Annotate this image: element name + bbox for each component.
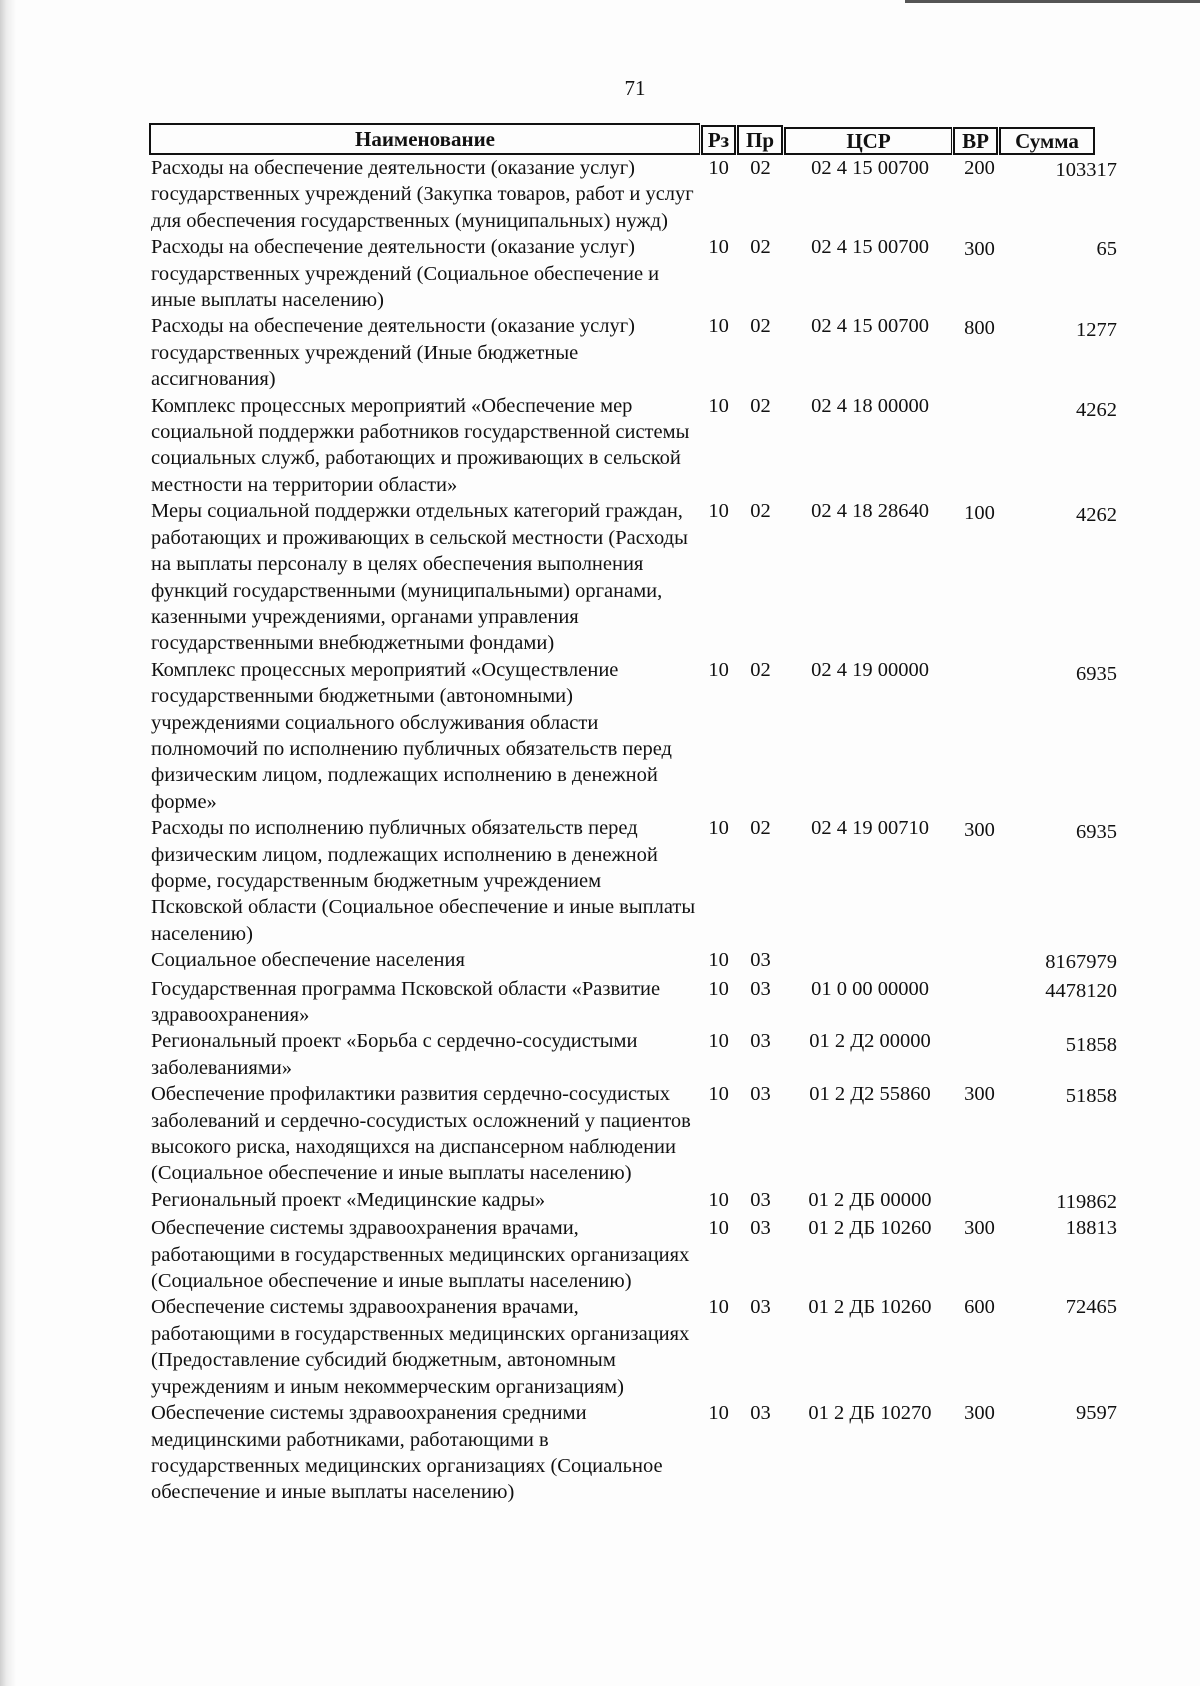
table-row xyxy=(149,313,1121,392)
row-rz: 10 xyxy=(708,236,729,259)
row-sum: 6935 xyxy=(1075,662,1117,685)
row-sum: 4262 xyxy=(1075,504,1117,527)
row-sum: 4262 xyxy=(1075,398,1117,421)
row-pr: 02 xyxy=(750,500,771,523)
row-pr: 02 xyxy=(750,157,771,179)
row-csr: 01 0 00 00000 xyxy=(811,977,929,1000)
row-rz: 10 xyxy=(708,1217,729,1240)
table-row xyxy=(149,498,1121,656)
row-csr: 02 4 19 00000 xyxy=(811,658,929,681)
table-row xyxy=(149,1081,1121,1187)
row-name: Комплекс процессных мероприятий «Обеспечение мер социальной поддержки работников государственной системы социальных служб, работающих и проживающих в сельской местности на территории области» xyxy=(151,394,690,496)
row-vr: 300 xyxy=(964,1217,995,1240)
row-vr: 600 xyxy=(964,1296,995,1319)
table-row xyxy=(149,393,1121,499)
row-name: Расходы на обеспечение деятельности (оказание услуг) государственных учреждений (Иные бюджетные ассигнования) xyxy=(151,315,635,391)
row-vr xyxy=(960,657,1000,815)
row-csr: 01 2 ДБ 00000 xyxy=(808,1188,932,1211)
row-rz: 10 xyxy=(708,1030,729,1053)
table-row xyxy=(149,947,1121,975)
row-rz: 10 xyxy=(708,817,729,840)
row-csr: 01 2 ДБ 10260 xyxy=(808,1296,932,1319)
row-sum: 119862 xyxy=(1056,1190,1117,1213)
row-pr: 02 xyxy=(750,394,771,417)
row-sum: 9597 xyxy=(1075,1402,1117,1425)
table-header xyxy=(149,123,1121,155)
top-rule-line xyxy=(905,0,1200,3)
row-sum: 72465 xyxy=(1065,1296,1117,1319)
row-rz: 10 xyxy=(708,949,729,972)
row-vr: 800 xyxy=(964,317,995,340)
row-csr: 02 4 18 28640 xyxy=(811,500,929,523)
header-csr: ЦСР xyxy=(784,127,952,155)
row-vr xyxy=(960,947,1000,975)
header-vr: ВР xyxy=(953,127,998,155)
row-csr: 02 4 15 00700 xyxy=(811,236,929,259)
row-csr: 01 2 Д2 00000 xyxy=(809,1030,931,1053)
row-csr: 01 2 Д2 55860 xyxy=(809,1083,931,1106)
row-pr: 03 xyxy=(750,1083,771,1106)
row-rz: 10 xyxy=(708,394,729,417)
row-name: Государственная программа Псковской области «Развитие здравоохранения» xyxy=(151,977,661,1026)
row-vr xyxy=(960,1187,1000,1215)
row-sum: 51858 xyxy=(1065,1034,1117,1057)
page-number: 71 xyxy=(624,76,646,100)
row-vr: 300 xyxy=(964,1083,995,1106)
row-pr: 03 xyxy=(750,1030,771,1053)
row-sum: 4478120 xyxy=(1045,979,1117,1002)
row-rz: 10 xyxy=(708,1188,729,1211)
row-name: Обеспечение системы здравоохранения врачами, работающими в государственных медицинских организациях (Социальное обеспечение и иные выплаты населению) xyxy=(151,1217,690,1293)
table-row xyxy=(149,1215,1121,1294)
row-rz: 10 xyxy=(708,500,729,523)
row-name: Меры социальной поддержки отдельных категорий граждан, работающих и проживающих в сельской местности (Расходы на выплаты персоналу в целях обеспечения выполнения функций государственными (муниципальными) органами, казенными учреждениями, органами управления государственными внебюджетными фондами) xyxy=(151,500,688,655)
row-pr: 03 xyxy=(750,1296,771,1319)
scan-edge-shadow xyxy=(0,0,16,1686)
table-row xyxy=(149,234,1121,313)
row-csr: 02 4 15 00700 xyxy=(811,157,929,179)
row-sum: 6935 xyxy=(1075,821,1117,844)
table-row xyxy=(149,815,1121,947)
row-csr: 02 4 18 00000 xyxy=(811,394,929,417)
table-row xyxy=(149,155,1121,234)
row-pr: 03 xyxy=(750,977,771,1000)
row-rz: 10 xyxy=(708,1083,729,1106)
row-rz: 10 xyxy=(708,1402,729,1425)
row-csr xyxy=(780,947,959,975)
row-name: Региональный проект «Борьба с сердечно-сосудистыми заболеваниями» xyxy=(151,1030,638,1079)
row-name: Комплекс процессных мероприятий «Осуществление государственными бюджетными (автономными) учреждениями социального обслуживания области полномочий по исполнению публичных обязательств перед физическим лицом, подлежащих исполнению в денежной форме» xyxy=(151,658,672,813)
row-pr: 02 xyxy=(750,658,771,681)
row-sum: 103317 xyxy=(1055,159,1117,181)
row-vr: 300 xyxy=(964,1402,995,1425)
row-csr: 02 4 15 00700 xyxy=(811,315,929,338)
row-name: Обеспечение профилактики развития сердечно-сосудистых заболеваний и сердечно-сосудистых осложнений у пациентов высокого риска, находящихся на диспансерном наблюдении (Социальное обеспечение и иные выплаты населению) xyxy=(151,1083,691,1185)
table-row xyxy=(149,1400,1121,1506)
row-name: Обеспечение системы здравоохранения врачами, работающими в государственных медицинских организациях (Предоставление субсидий бюджетным, автономным учреждениям и иным некоммерческим организациям) xyxy=(151,1296,690,1398)
row-csr: 02 4 19 00710 xyxy=(811,817,929,840)
row-rz: 10 xyxy=(708,1296,729,1319)
table-row xyxy=(149,657,1121,815)
header-sum: Сумма xyxy=(999,127,1095,155)
row-name: Расходы по исполнению публичных обязательств перед физическим лицом, подлежащих исполнению в денежной форме, государственным бюджетным учреждением Псковской области (Социальное обеспечение и иные выплаты населению) xyxy=(151,817,696,945)
table-row xyxy=(149,1294,1121,1400)
row-rz: 10 xyxy=(708,315,729,338)
header-pr: Пр xyxy=(737,125,783,155)
row-rz: 10 xyxy=(708,658,729,681)
row-vr xyxy=(960,393,1000,499)
row-pr: 02 xyxy=(750,817,771,840)
row-vr: 300 xyxy=(964,819,995,842)
budget-table xyxy=(149,123,1121,1506)
row-pr: 03 xyxy=(750,1188,771,1211)
row-sum: 51858 xyxy=(1065,1085,1117,1108)
table-row xyxy=(149,976,1121,1029)
row-name: Расходы на обеспечение деятельности (оказание услуг) государственных учреждений (Социальное обеспечение и иные выплаты населению) xyxy=(151,236,660,312)
row-rz: 10 xyxy=(708,157,729,179)
row-vr xyxy=(960,976,1000,1029)
table-row xyxy=(149,1187,1121,1215)
row-pr: 03 xyxy=(750,949,771,972)
row-vr xyxy=(960,1028,1000,1081)
row-sum: 65 xyxy=(1096,238,1117,261)
row-name: Социальное обеспечение населения xyxy=(151,949,465,972)
row-vr: 200 xyxy=(964,157,995,179)
row-csr: 01 2 ДБ 10270 xyxy=(808,1402,932,1425)
table-row xyxy=(149,1028,1121,1081)
row-name: Региональный проект «Медицинские кадры» xyxy=(151,1188,546,1211)
header-name: Наименование xyxy=(149,123,700,155)
row-name: Расходы на обеспечение деятельности (оказание услуг) государственных учреждений (Закупка товаров, работ и услуг для обеспечения государственных (муниципальных) нужд) xyxy=(151,157,694,232)
row-pr: 03 xyxy=(750,1402,771,1425)
row-sum: 1277 xyxy=(1075,319,1117,342)
row-rz: 10 xyxy=(708,977,729,1000)
row-sum: 18813 xyxy=(1065,1217,1117,1240)
row-csr: 01 2 ДБ 10260 xyxy=(808,1217,932,1240)
header-rz: Рз xyxy=(701,125,736,155)
row-vr: 300 xyxy=(964,238,995,261)
row-pr: 03 xyxy=(750,1217,771,1240)
row-pr: 02 xyxy=(750,236,771,259)
row-vr: 100 xyxy=(964,502,995,525)
row-name: Обеспечение системы здравоохранения средними медицинскими работниками, работающими в государственных медицинских организациях (Социальное обеспечение и иные выплаты населению) xyxy=(151,1402,663,1504)
row-pr: 02 xyxy=(750,315,771,338)
row-sum: 8167979 xyxy=(1045,951,1117,974)
